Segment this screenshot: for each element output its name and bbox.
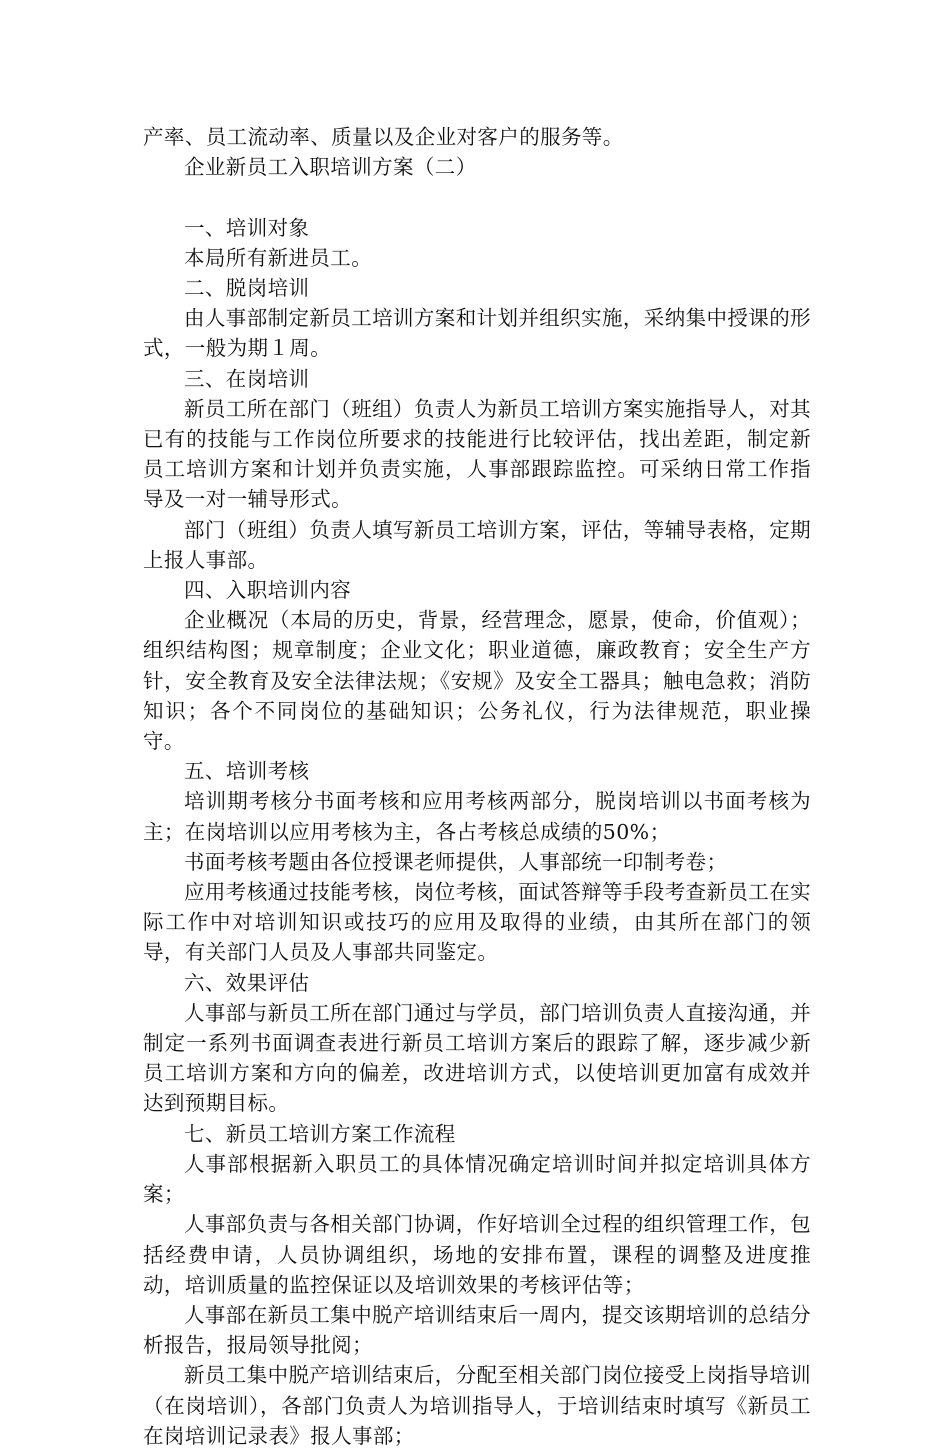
blank-line [143,182,811,212]
paragraph-continuation: 产率、员工流动率、质量以及企业对客户的服务等。 [143,125,624,149]
paragraph: 由人事部制定新员工培训方案和计划并组织实施，采纳集中授课的形式，一般为期１周。 [143,306,811,361]
section-heading-6: 六、效果评估 [184,970,310,995]
paragraph: 人事部与新员工所在部门通过与学员，部门培训负责人直接沟通，并制定一系列书面调查表进行新员工培训方案后的跟踪了解，逐步减少新员工培训方案和方向的偏差，改进培训方式，以使培训更加富有成效并达到预期目标。 [143,1000,811,1116]
section-heading-1: 一、培训对象 [184,215,310,240]
paragraph: 培训期考核分书面考核和应用考核两部分，脱岗培训以书面考核为主；在岗培训以应用考核为主，各占考核总成绩的50%； [143,789,811,844]
paragraph: 应用考核通过技能考核，岗位考核，面试答辩等手段考查新员工在实际工作中对培训知识或技巧的应用及取得的业绩，由其所在部门的领导，有关部门人员及人事部共同鉴定。 [143,880,811,965]
paragraph: 本局所有新进员工。 [184,245,373,270]
paragraph: 人事部在新员工集中脱产培训结束后一周内，提交该期培训的总结分析报告，报局领导批阅； [143,1302,811,1358]
paragraph: 人事部负责与各相关部门协调，作好培训全过程的组织管理工作，包括经费申请，人员协调组织，场地的安排布置，课程的调整及进度推动，培训质量的监控保证以及培训效果的考核评估等； [143,1212,811,1297]
paragraph: 新员工所在部门（班组）负责人为新员工培训方案实施指导人，对其已有的技能与工作岗位所要求的技能进行比较评估，找出差距，制定新员工培训方案和计划并负责实施，人事部跟踪监控。可采纳日常工作指导及一对一辅导形式。 [143,396,811,512]
paragraph: 新员工集中脱产培训结束后，分配至相关部门岗位接受上岗指导培训（在岗培训），各部门负责人为培训指导人，于培训结束时填写《新员工在岗培训记录表》报人事部； [143,1363,811,1448]
document-title: 企业新员工入职培训方案（二） [184,155,477,180]
paragraph: 人事部根据新入职员工的具体情况确定培训时间并拟定培训具体方案； [143,1151,811,1207]
section-heading-4: 四、入职培训内容 [184,578,352,603]
section-heading-7: 七、新员工培训方案工作流程 [184,1121,456,1146]
section-heading-3: 三、在岗培训 [184,366,310,391]
section-heading-2: 二、脱岗培训 [184,276,310,300]
paragraph: 书面考核考题由各位授课老师提供，人事部统一印制考卷； [184,849,728,874]
paragraph: 企业概况（本局的历史，背景，经营理念，愿景，使命，价值观）；组织结构图；规章制度；企业文化；职业道德，廉政教育；安全生产方针，安全教育及安全法律法规；《安规》及安全工器具；触电急救；消防知识；各个不同岗位的基础知识；公务礼仪，行为法律规范，职业操守。 [143,608,811,754]
document-body [143,122,811,1451]
section-heading-5: 五、培训考核 [184,759,310,784]
paragraph: 部门（班组）负责人填写新员工培训方案，评估，等辅导表格，定期上报人事部。 [143,517,811,572]
